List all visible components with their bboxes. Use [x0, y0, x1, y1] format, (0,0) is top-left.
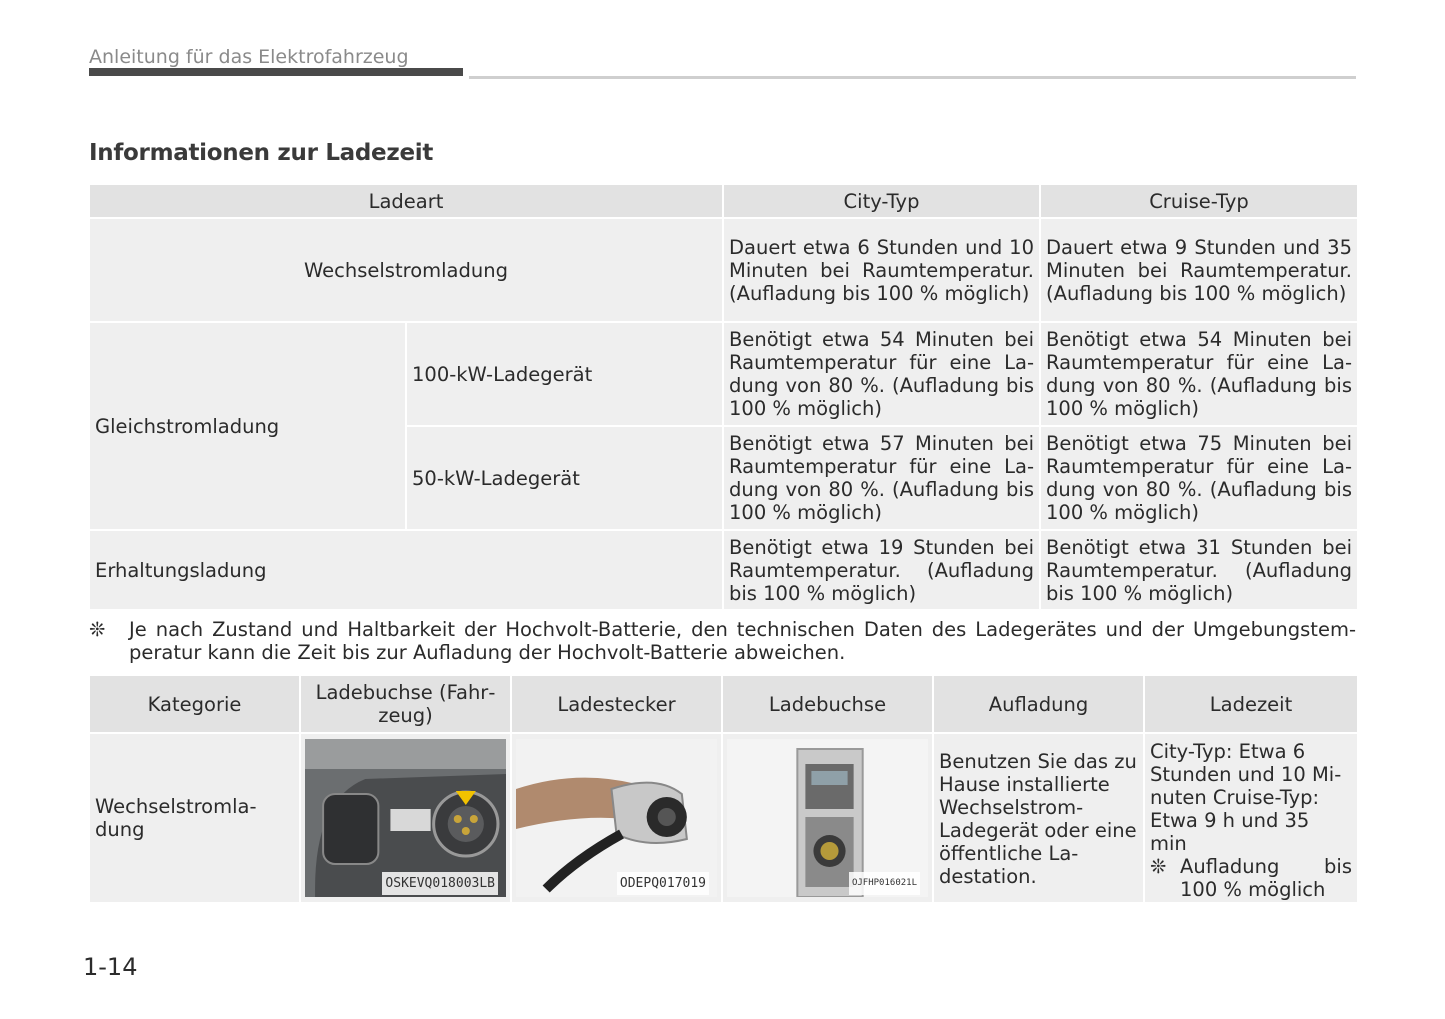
image-code-3: OJFHP016021L: [849, 872, 920, 895]
charging-time-table: [88, 183, 1359, 611]
asterism-icon: ❊: [1150, 855, 1167, 878]
row-dc-50kw-cruise: Benötigt etwa 75 Minuten bei Raumtemperatur für eine Ladung von 80 %. (Aufladung bis 100 % möglich): [1040, 426, 1358, 530]
header-ladebuchse-fahrzeug: Ladebuchse (Fahrzeug): [300, 675, 511, 733]
header-ladestecker: Ladestecker: [511, 675, 722, 733]
row-ac-cruise: Dauert etwa 9 Stunden und 35 Minuten bei Raumtemperatur. (Aufladung bis 100 % möglich): [1040, 218, 1358, 322]
page-number: 1-14: [83, 953, 138, 981]
header-aufladung: Aufladung: [933, 675, 1144, 733]
row-ac-city: Dauert etwa 6 Stunden und 10 Minuten bei Raumtemperatur. (Aufladung bis 100 % möglich): [723, 218, 1040, 322]
row-dc-100kw-label: 100-kW-Ladegerät: [406, 322, 723, 426]
header-ladezeit: Ladezeit: [1144, 675, 1358, 733]
image-code-2: ODEPQ017019: [617, 872, 709, 895]
row-dc-50kw-city: Benötigt etwa 57 Minuten bei Raumtemperatur für eine Ladung von 80 %. (Aufladung bis 100 % möglich): [723, 426, 1040, 530]
row-dc-label: Gleichstromladung: [89, 322, 406, 530]
row-dc-100kw-city: Benötigt etwa 54 Minuten bei Raumtemperatur für eine Ladung von 80 %. (Aufladung bis 100 % möglich): [723, 322, 1040, 426]
row-trickle-label: Erhaltungsladung: [89, 530, 723, 610]
charging-station-photo: [727, 739, 928, 897]
header-rule: [469, 76, 1356, 79]
charging-plug-photo-cell: [511, 733, 722, 903]
row-dc-50kw-label: 50-kW-Ladegerät: [406, 426, 723, 530]
section-title: Informationen zur Ladezeit: [89, 140, 434, 166]
footnote-text: Je nach Zustand und Haltbarkeit der Hochvolt-Batterie, den technischen Daten des Ladegerätes und der Umgebungstemperatur kann die Zeit bis zur Aufladung der Hochvolt-Batterie abweichen.: [129, 618, 1356, 664]
row-charging-method: Benutzen Sie das zu Hause installierte Wechselstrom-Ladegerät oder eine öffentliche Ladestation.: [933, 733, 1144, 903]
row-dc-100kw-cruise: Benötigt etwa 54 Minuten bei Raumtemperatur für eine Ladung von 80 %. (Aufladung bis 100 % möglich): [1040, 322, 1358, 426]
running-header: Anleitung für das Elektrofahrzeug: [89, 46, 409, 68]
header-city: City-Typ: [723, 184, 1040, 218]
row-charging-time-note: [1150, 855, 1352, 901]
row-ac-label: Wechselstromladung: [89, 218, 723, 322]
header-bar: [89, 68, 463, 76]
asterism-icon: ❊: [89, 618, 106, 641]
image-code-1: OSKEVQ018003LB: [382, 872, 498, 895]
charging-station-photo-cell: [722, 733, 933, 903]
vehicle-inlet-photo: [305, 739, 506, 897]
row-trickle-city: Benötigt etwa 19 Stunden bei Raumtemperatur. (Aufladung bis 100 % möglich): [723, 530, 1040, 610]
charging-plug-photo: [516, 739, 717, 897]
header-cruise: Cruise-Typ: [1040, 184, 1358, 218]
footnote: [89, 618, 1356, 664]
vehicle-inlet-photo-cell: [300, 733, 511, 903]
header-ladebuchse: Ladebuchse: [722, 675, 933, 733]
row-charging-time-cell: [1144, 733, 1358, 903]
row-trickle-cruise: Benötigt etwa 31 Stunden bei Raumtemperatur. (Aufladung bis 100 % möglich): [1040, 530, 1358, 610]
row-category: Wechselstromladung: [89, 733, 300, 903]
charging-equipment-table: [88, 674, 1359, 904]
header-kategorie: Kategorie: [89, 675, 300, 733]
row-charging-time-note-text: Aufladung bis 100 % möglich: [1180, 855, 1352, 901]
row-charging-time: City-Typ: Etwa 6 Stunden und 10 Minuten Cruise-Typ: Etwa 9 h und 35 min: [1150, 740, 1342, 855]
header-ladeart: Ladeart: [89, 184, 723, 218]
